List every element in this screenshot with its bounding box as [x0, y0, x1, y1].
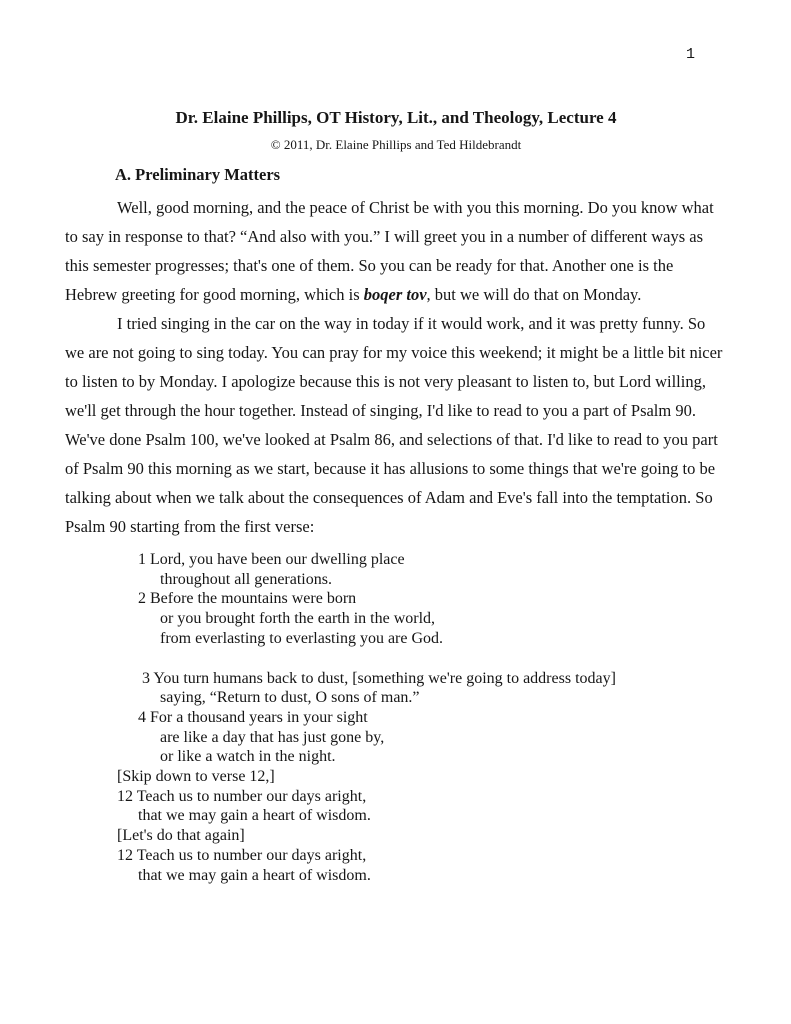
psalm-line: 3 You turn humans back to dust, [something we're going to address today]: [138, 669, 616, 687]
page-number: 1: [686, 46, 696, 63]
paragraph-1-text-after: , but we will do that on Monday.: [426, 285, 642, 304]
psalm-line: [Skip down to verse 12,]: [117, 768, 275, 786]
lecture-title: Dr. Elaine Phillips, OT History, Lit., and Theology, Lecture 4: [175, 108, 617, 127]
psalm-line: 4 For a thousand years in your sight: [138, 708, 368, 726]
psalm-line: or like a watch in the night.: [160, 748, 336, 766]
psalm-line: 12 Teach us to number our days aright,: [117, 787, 367, 805]
section-heading: A. Preliminary Matters: [115, 165, 281, 184]
page-content: [65, 0, 727, 885]
paragraph-1-text-before: Well, good morning, and the peace of Christ be with you this morning. Do you know what to say in response to that? “And also with you.” I will greet you in a number of different ways as this semester progresses; that's one of them. So you can be ready for that. Another one is the Hebrew greeting for good morning, which is: [65, 198, 714, 304]
psalm-line: 1 Lord, you have been our dwelling place: [138, 551, 405, 568]
psalm-line: 12 Teach us to number our days aright,: [117, 846, 367, 864]
psalm-line: that we may gain a heart of wisdom.: [138, 807, 371, 825]
psalm-line: are like a day that has just gone by,: [160, 728, 385, 746]
psalm-line: or you brought forth the earth in the world,: [160, 610, 436, 628]
psalm-line: saying, “Return to dust, O sons of man.”: [160, 689, 420, 707]
copyright-line: © 2011, Dr. Elaine Phillips and Ted Hildebrandt: [270, 137, 522, 152]
paragraph-1: [65, 193, 727, 309]
psalm-line: from everlasting to everlasting you are God.: [160, 629, 444, 647]
psalm-line: [Let's do that again]: [117, 827, 245, 845]
hebrew-term: boqer tov: [363, 285, 427, 304]
paragraph-2: I tried singing in the car on the way in today if it would work, and it was pretty funny. So we are not going to sing today. You can pray for my voice this weekend; it might be a little bit nicer to listen to by Monday. I apologize because this is not very pleasant to listen to, but Lord willing, we'll get through the hour together. Instead of singing, I'd like to read to you a part of Psalm 90. We've done Psalm 100, we've looked at Psalm 86, and selections of that. I'd like to read to you part of Psalm 90 this morning as we start, because it has allusions to some things that we're going to be talking about when we talk about the consequences of Adam and Eve's fall into the temptation. So Psalm 90 starting from the first verse:: [65, 314, 723, 536]
psalm-line: throughout all generations.: [160, 570, 332, 588]
psalm-line: 2 Before the mountains were born: [138, 590, 357, 608]
psalm-quote: [65, 550, 727, 885]
psalm-line: that we may gain a heart of wisdom.: [138, 866, 371, 884]
